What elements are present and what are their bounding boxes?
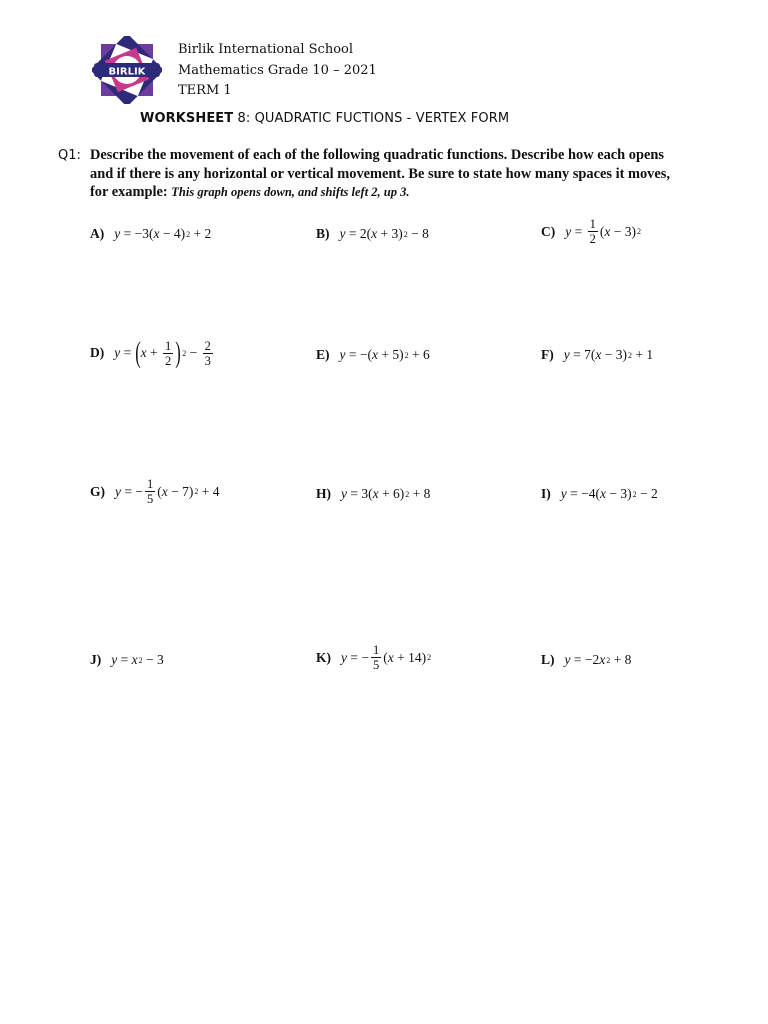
h-value: 14: [408, 649, 422, 665]
coefficient: −: [359, 347, 368, 362]
term-label: TERM 1: [178, 83, 232, 98]
denominator: 3: [204, 353, 211, 368]
denominator: 5: [146, 492, 154, 506]
question-text: [90, 146, 680, 202]
equation: y = − ( x + 5 ) 2 + 6: [339, 347, 430, 362]
problem-label: L): [541, 652, 555, 667]
numerator: 1: [372, 643, 380, 657]
denominator: 2: [165, 353, 172, 368]
k-sign: −: [411, 226, 419, 241]
left-paren: (: [134, 336, 141, 369]
numerator: 1: [165, 338, 172, 353]
k-value: 8: [423, 486, 431, 501]
problem-b: [316, 226, 429, 242]
problem-label: G): [90, 483, 105, 499]
problem-c: [541, 217, 641, 246]
problem-i: [541, 486, 658, 502]
k-value: 8: [624, 652, 632, 667]
problem-j: [90, 652, 164, 668]
problem-label: C): [541, 223, 556, 239]
problem-label: D): [90, 345, 105, 360]
worksheet-label: WORKSHEET: [140, 111, 234, 126]
question-instructions: Describe the movement of each of the following quadratic functions. Describe how each opens and if there is any horizontal or vertical movement. Be sure to state how many spaces it moves, for example:: [90, 147, 670, 200]
equation: y = 3 ( x + 6 ) 2 + 8: [341, 486, 431, 501]
h-value: 3: [624, 223, 632, 239]
h-value: 5: [392, 347, 400, 362]
problem-g: [90, 477, 219, 506]
equation: y = ( x + $\frac{1}{2}$ ) 2 − $\frac{2}{3}$: [114, 336, 211, 369]
right-paren: ): [175, 336, 181, 369]
coefficient: −4: [581, 486, 596, 501]
problem-d: [90, 338, 215, 368]
school-name: Birlik International School: [178, 42, 354, 57]
equation: y = x 2 − 3: [111, 652, 164, 667]
k-value: 6: [423, 347, 430, 362]
k-value: 1: [646, 347, 654, 362]
fraction: [371, 643, 381, 672]
equation: y = 2 ( x + 3 ) 2 − 8: [339, 226, 429, 241]
coefficient: 7: [584, 347, 591, 362]
h-value: 3: [615, 347, 623, 362]
problem-e: [316, 347, 430, 363]
k-value: 8: [422, 226, 429, 241]
problem-label: K): [316, 649, 331, 665]
problem-label: E): [316, 347, 330, 362]
h-value: 4: [173, 226, 181, 241]
school-info: [178, 40, 377, 102]
h-value: 3: [391, 226, 399, 241]
fraction: [163, 339, 173, 368]
worksheet-subtitle: 8: QUADRATIC FUCTIONS - VERTEX FORM: [237, 111, 510, 126]
equation: y = −3 ( x − 4 ) 2 + 2: [114, 226, 212, 241]
h-value: 7: [182, 483, 189, 499]
problem-label: I): [541, 486, 551, 501]
k-value: 2: [651, 486, 658, 501]
course-name: Mathematics Grade 10 – 2021: [178, 62, 377, 78]
logo-text: BIRLIK: [108, 66, 146, 78]
h-value: 6: [393, 486, 400, 501]
equation: y = − $\frac{1}{5}$ ( x − 7 ) 2 + 4: [115, 477, 220, 506]
k-sign: +: [193, 226, 202, 241]
school-logo: [92, 36, 162, 104]
problem-a: [90, 226, 211, 242]
coefficient: 2: [359, 226, 367, 241]
fraction: [588, 217, 598, 246]
denominator: 5: [372, 658, 380, 672]
problem-label: F): [541, 347, 554, 362]
numerator: 1: [146, 477, 154, 491]
problem-label: J): [90, 652, 102, 667]
numerator: 2: [204, 338, 211, 353]
coefficient: −3: [134, 226, 149, 241]
problem-label: A): [90, 226, 105, 241]
k-value: 3: [157, 652, 164, 667]
fraction: [145, 477, 155, 506]
equation: y = 7 ( x − 3 ) 2 + 1: [563, 347, 654, 362]
denominator: 2: [589, 232, 596, 246]
h-value: 3: [620, 486, 628, 501]
problem-k: [316, 643, 431, 672]
problem-f: [541, 347, 653, 363]
coefficient: −2: [584, 652, 600, 667]
equation: y = − $\frac{1}{5}$ ( x + 14 ) 2: [341, 643, 432, 672]
numerator: 1: [589, 217, 596, 231]
question-example: This graph opens down, and shifts left 2, up 3.: [171, 185, 410, 199]
k-value: 2: [204, 226, 212, 241]
k-value: 4: [212, 483, 220, 499]
coefficient: 3: [361, 486, 369, 501]
problem-h: [316, 486, 430, 502]
worksheet-title: [140, 111, 509, 126]
equation: y = −4 ( x − 3 ) 2 − 2: [560, 486, 658, 501]
problem-l: [541, 652, 631, 668]
problem-label: B): [316, 226, 330, 241]
problem-label: H): [316, 486, 331, 501]
equation: y = −2 x 2 + 8: [564, 652, 632, 667]
equation: y = $\frac{1}{2}$ ( x − 3 ) 2: [565, 217, 641, 246]
fraction: [203, 339, 213, 368]
question-number: Q1:: [58, 148, 81, 163]
